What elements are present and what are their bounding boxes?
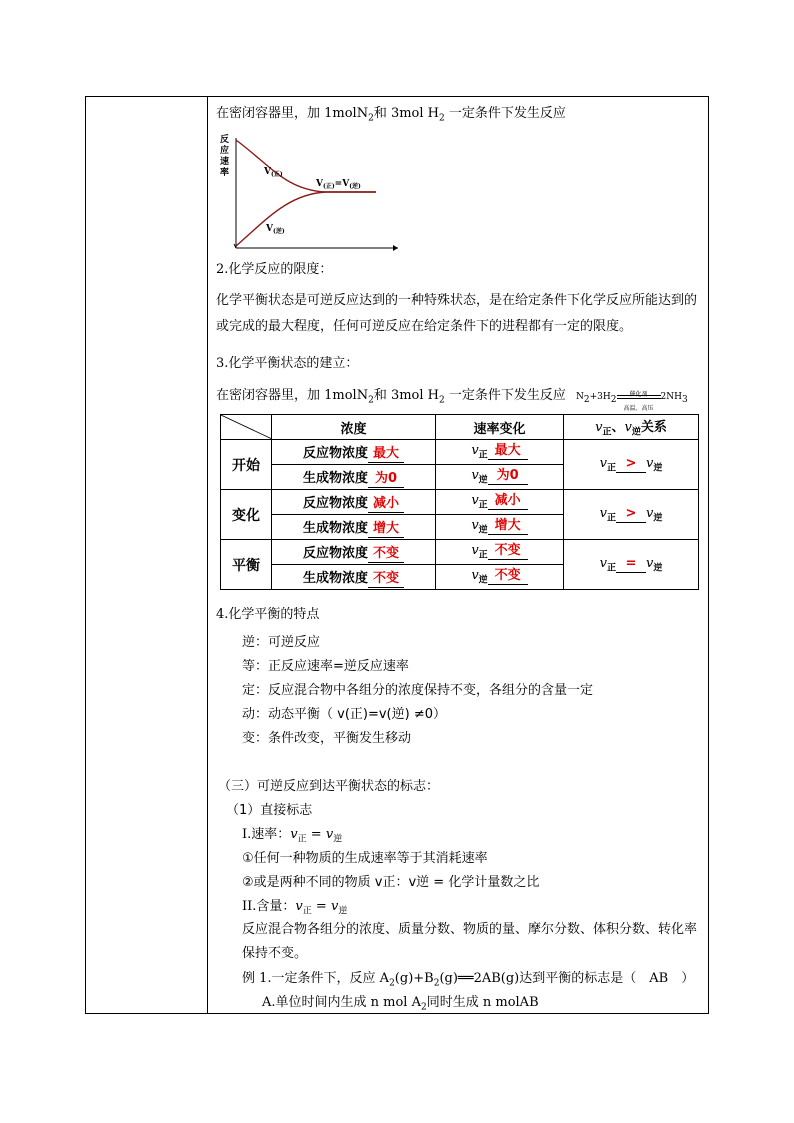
intro-sub2: 2 (439, 113, 445, 124)
relation-cell: $v_正 = v_逆$ (564, 540, 699, 590)
rate-item-2: ②或是两种不同的物质 v正：v逆 = 化学计量数之比 (242, 875, 540, 890)
conc-cell: 反应物浓度 最大 (272, 440, 436, 465)
forward-label: $V_{(正)}$ (264, 167, 283, 178)
x-axis-arrow (393, 245, 398, 251)
rate-item-1: ①任何一种物质的生成速率等于其消耗速率 (242, 851, 488, 866)
intro-suffix: 一定条件下发生反应 (444, 106, 566, 121)
stage-equilibrium: 平衡 (221, 540, 272, 590)
table-row (221, 440, 699, 465)
intro-prefix: 在密闭容器里，加 1molN (216, 106, 369, 121)
header-relation: $v_正$、$v_逆$关系 (564, 415, 699, 440)
s3-mid: 和 3mol H (373, 388, 440, 403)
reverse-label: $V_{(逆)}$ (266, 224, 285, 235)
header-rate: 速率变化 (436, 415, 564, 440)
table-row (221, 540, 699, 565)
reverse-rate-curve (236, 192, 376, 246)
intro-mid: 和 3mol H (373, 106, 440, 121)
y-label-4: 率 (220, 168, 230, 178)
rate-cell: $v_逆$ 为0 (436, 465, 564, 490)
section-2-text: 化学平衡状态是可逆反应达到的一种特殊状态，是在给定条件下化学反应所能达到的或完成的最大程度，任何可逆反应在给定条件下的进程都有一定的限度。 (216, 293, 698, 334)
stage-change: 变化 (221, 490, 272, 540)
stage-start: 开始 (221, 440, 272, 490)
header-concentration: 浓度 (272, 415, 436, 440)
s3-sub2: 2 (439, 395, 445, 406)
section-3-heading: 3.化学平衡状态的建立： (216, 356, 359, 371)
s4-item-2: 等：正反应速率=逆反应速率 (242, 659, 409, 674)
rate-cell: $v_正$ 减小 (436, 490, 564, 515)
equilibrium-table (220, 414, 699, 590)
s3-suffix: 一定条件下发生反应 (444, 388, 566, 403)
section-5-sub: （1）直接标志 (226, 803, 313, 818)
section-5-heading: （三）可逆反应到达平衡状态的标志： (218, 779, 440, 794)
equal-label: $V_{(正)}=V_{(逆)}$ (316, 179, 361, 190)
conc-cell: 生成物浓度 增大 (272, 515, 436, 540)
rate-line: I.速率：$v_正 = v_逆$ (242, 827, 343, 845)
s3-prefix: 在密闭容器里，加 1molN (216, 388, 369, 403)
section-3-line (216, 386, 688, 411)
conc-cell: 生成物浓度 为0 (272, 465, 436, 490)
s4-item-3: 定：反应混合物中各组分的浓度保持不变，各组分的含量一定 (242, 683, 594, 698)
y-label-3: 速 (220, 157, 230, 167)
example-line: 例 1.一定条件下，反应 $A_2(g)+B_2(g)══2AB(g)$达到平衡的标志是（ AB ） (242, 971, 695, 989)
section-4-heading: 4.化学平衡的特点 (216, 607, 320, 622)
table-header-row (221, 415, 699, 440)
content-text: 反应混合物各组分的浓度、质量分数、物质的量、摩尔分数、体积分数、转化率保持不变。 (242, 922, 698, 961)
s4-item-4: 动：动态平衡（ v(正)=v(逆) ≠0） (242, 707, 446, 722)
conc-cell: 反应物浓度 不变 (272, 540, 436, 565)
option-a-line: A.单位时间内生成 n mol $A_2$同时生成 n molAB (262, 995, 539, 1013)
diagonal-line (221, 415, 272, 439)
y-label-1: 反 (220, 135, 230, 145)
relation-cell: $v_正 > v_逆$ (564, 490, 699, 540)
s4-item-1: 逆：可逆反应 (242, 635, 321, 650)
intro-line (216, 104, 566, 129)
intro-sub1: 2 (368, 113, 374, 124)
rate-cell: $v_正$ 不变 (436, 540, 564, 565)
s4-item-5: 变：条件改变，平衡发生移动 (242, 731, 412, 746)
reaction-equation: $N_2+3H_2$ 催化剂 高温、高压 $2NH_3$ (576, 390, 688, 412)
relation-cell: $v_正 > v_逆$ (564, 440, 699, 490)
rate-cell: $v_正$ 最大 (436, 440, 564, 465)
section-2-heading: 2.化学反应的限度： (216, 262, 333, 277)
column-divider (207, 96, 208, 1014)
rate-cell: $v_逆$ 增大 (436, 515, 564, 540)
rate-time-graph (216, 128, 406, 253)
header-diagonal-cell (221, 415, 272, 440)
s3-sub1: 2 (368, 395, 374, 406)
table-row (221, 490, 699, 515)
conc-cell: 生成物浓度 不变 (272, 565, 436, 590)
rate-cell: $v_逆$ 不变 (436, 565, 564, 590)
content-line: II.含量：$v_正 = v_逆$ (242, 899, 348, 917)
y-label-2: 应 (220, 146, 230, 156)
conc-cell: 反应物浓度 减小 (272, 490, 436, 515)
